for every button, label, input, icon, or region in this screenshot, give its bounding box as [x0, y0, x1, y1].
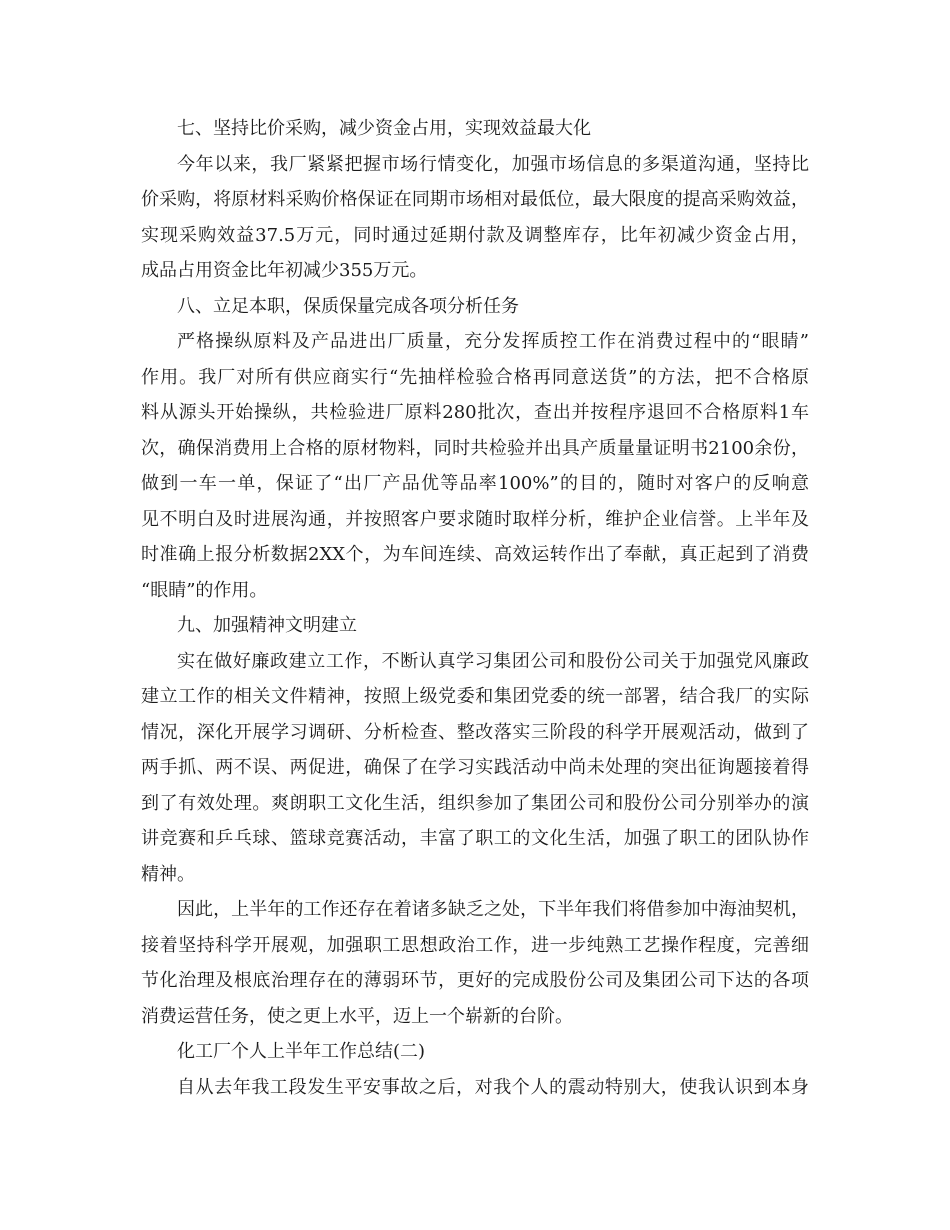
text-line: 价采购，将原材料采购价格保证在同期市场相对最低位，最大限度的提高采购效益， [141, 189, 809, 210]
text-line: 九、加强精神文明建立 [177, 615, 357, 636]
text-line: 料从源头开始操纵，共检验进厂原料280批次，查出并按程序退回不合格原料1车 [141, 402, 809, 423]
text-line: 实现采购效益37.5万元，同时通过延期付款及调整库存，比年初减少资金占用， [141, 224, 809, 246]
text-line: 自从去年我工段发生平安事故之后，对我个人的震动特别大，使我认识到本身 [177, 1076, 809, 1098]
text-line: 化工厂个人上半年工作总结(二) [177, 1041, 426, 1062]
text-line: 时准确上报分析数据2XX个，为车间连续、高效运转作出了奉献，真正起到了消费 [141, 544, 809, 565]
text-line: 见不明白及时进展沟通，并按照客户要求随时取样分析，维护企业信誉。上半年及 [141, 508, 809, 530]
text-line: 今年以来，我厂紧紧把握市场行情变化，加强市场信息的多渠道沟通，坚持比 [177, 153, 809, 175]
document-body [141, 111, 809, 1105]
text-line: 次，确保消费用上合格的原材物料，同时共检验并出具产质量量证明书2100余份， [141, 437, 809, 459]
text-line: 情况，深化开展学习调研、分析检查、整改落实三阶段的科学开展观活动，做到了 [141, 721, 809, 743]
text-line: 严格操纵原料及产品进出厂质量，充分发挥质控工作在消费过程中的“眼睛” [177, 331, 809, 352]
text-line: 接着坚持科学开展观，加强职工思想政治工作，进一步纯熟工艺操作程度，完善细 [141, 934, 809, 956]
text-line: 实在做好廉政建立工作，不断认真学习集团公司和股份公司关于加强党风廉政 [177, 650, 809, 672]
text-line: 精神。 [141, 863, 195, 885]
text-line: “眼睛”的作用。 [141, 579, 268, 601]
text-line: 建立工作的相关文件精神，按照上级党委和集团党委的统一部署，结合我厂的实际 [141, 686, 809, 707]
text-line: 消费运营任务，使之更上水平，迈上一个崭新的台阶。 [141, 1005, 573, 1027]
text-line: 七、坚持比价采购，减少资金占用，实现效益最大化 [177, 118, 591, 139]
text-line: 讲竞赛和乒乓球、篮球竞赛活动，丰富了职工的文化生活，加强了职工的团队协作 [141, 828, 809, 849]
text-line: 因此，上半年的工作还存在着诸多缺乏之处，下半年我们将借参加中海油契机， [177, 899, 809, 920]
text-line: 节化治理及根底治理存在的薄弱环节，更好的完成股份公司及集团公司下达的各项 [141, 970, 809, 991]
text-line: 到了有效处理。爽朗职工文化生活，组织参加了集团公司和股份公司分别举办的演 [141, 792, 809, 814]
text-line: 作用。我厂对所有供应商实行“先抽样检验合格再同意送货”的方法，把不合格原 [141, 366, 809, 388]
text-line: 八、立足本职，保质保量完成各项分析任务 [177, 295, 519, 317]
text-line: 成品占用资金比年初减少355万元。 [141, 260, 428, 281]
text-line: 做到一车一单，保证了“出厂产品优等品率100%”的目的，随时对客户的反响意 [141, 473, 809, 494]
text-line: 两手抓、两不误、两促进，确保了在学习实践活动中尚未处理的突出征询题接着得 [141, 757, 809, 778]
